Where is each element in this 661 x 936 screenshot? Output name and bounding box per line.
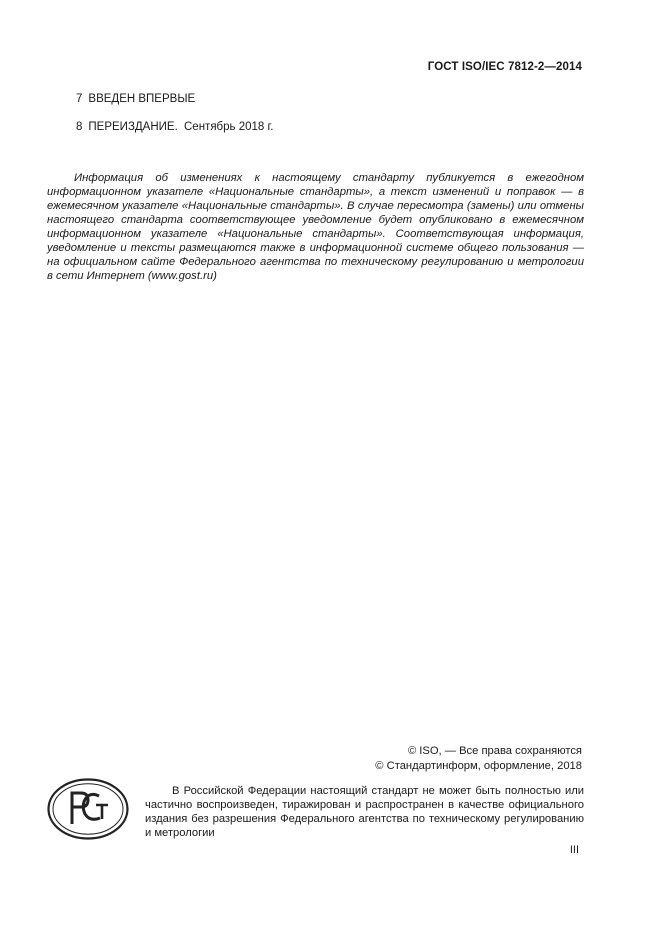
copyright-standartinform: © Стандартинформ, оформление, 2018 xyxy=(375,760,582,772)
item-number: 7 xyxy=(76,93,83,105)
copyright-iso: © ISO, — Все права сохраняются xyxy=(407,745,582,757)
reissue-date: Сентябрь 2018 г. xyxy=(184,121,274,133)
item-number: 8 xyxy=(76,121,83,133)
rst-certification-mark-icon xyxy=(47,778,129,840)
list-item-introduced xyxy=(76,93,195,105)
item-text: ВВЕДЕН ВПЕРВЫЕ xyxy=(88,93,196,105)
page-number: III xyxy=(569,844,579,856)
reproduction-notice: В Российской Федерации настоящий стандарт не может быть полностью или частично воспроизведен, тиражирован и распространен в качестве официального издания без разрешения Федерального агентства по техническому регулированию и метрологии xyxy=(145,785,584,840)
changes-information-paragraph: Информация об изменениях к настоящему стандарту публикуется в ежегодном информационном указателе «Национальные стандарты», а текст изменений и поправок — в ежемесячном указателе «Национальные стандарты». В случае пересмотра (замены) или отмены настоящего стандарта соответствующее уведомление будет опубликовано в ежемесячном информационном указателе «Национальные стандарты». Соответствующая информация, уведомление и тексты размещаются также в информационной системе общего пользования — на официальном сайте Федерального агентства по техническому регулированию и метрологии в сети Интернет (www.gost.ru) xyxy=(47,172,584,283)
item-text: ПЕРЕИЗДАНИЕ. xyxy=(88,121,178,133)
list-item-reissue xyxy=(76,121,273,133)
standard-code: ГОСТ ISO/IEC 7812-2—2014 xyxy=(427,61,582,73)
